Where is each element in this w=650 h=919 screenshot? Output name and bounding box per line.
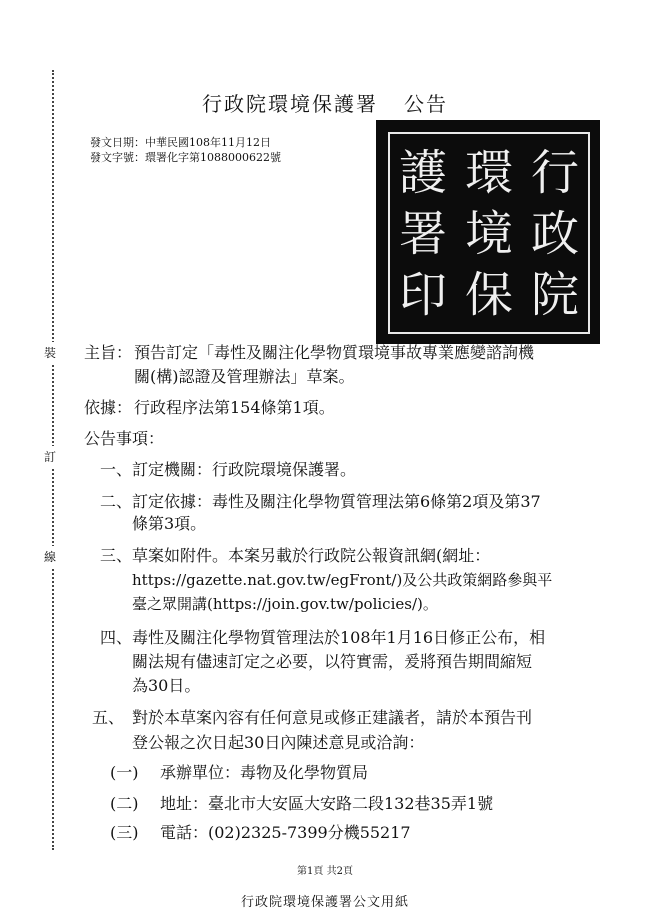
page-number: 第1頁 共2頁 xyxy=(297,866,353,877)
issue-date: 發文日期：中華民國108年11月12日 xyxy=(90,136,271,149)
seal-char: 境 xyxy=(464,205,513,262)
seal-char: 印 xyxy=(398,267,447,324)
item-line: 毒性及關注化學物質管理法於108年1月16日修正公布，相 xyxy=(132,628,546,647)
binding-mark-xian: 線 xyxy=(44,546,56,567)
item-line: https://gazette.nat.gov.tw/egFront/)及公共政策網路參與平 xyxy=(132,571,553,589)
seal-char: 政 xyxy=(530,205,579,262)
item-line: 臺之眾開講(https://join.gov.tw/policies/)。 xyxy=(132,595,438,613)
item-marker: 一、 xyxy=(100,460,133,479)
item-line: 草案如附件。本案另載於行政院公報資訊網(網址： xyxy=(132,546,491,565)
seal-column-2 xyxy=(458,142,520,326)
item-line: 登公報之次日起30日內陳述意見或洽詢： xyxy=(132,733,425,752)
document-type: 公告 xyxy=(404,92,448,116)
contact-marker: (一) xyxy=(110,763,139,782)
item-marker: 三、 xyxy=(100,546,133,565)
basis-text: 行政程序法第154條第1項。 xyxy=(134,398,335,417)
contact-address: 地址：臺北市大安區大安路二段132巷35弄1號 xyxy=(160,794,494,813)
item-marker: 四、 xyxy=(100,628,133,647)
seal-border xyxy=(388,132,590,334)
subject-label: 主旨： xyxy=(84,343,133,362)
subject-line-1: 預告訂定「毒性及關注化學物質環境事故專業應變諮詢機 xyxy=(134,343,535,362)
contact-marker: (三) xyxy=(110,823,139,842)
item-line: 對於本草案內容有任何意見或修正建議者，請於本預告刊 xyxy=(132,708,533,727)
seal-char: 保 xyxy=(464,267,513,324)
item-line: 訂定機關：行政院環境保護署。 xyxy=(132,460,357,479)
official-seal xyxy=(376,120,600,344)
seal-column-3 xyxy=(392,142,454,326)
subject-line-2: 關(構)認證及管理辦法」草案。 xyxy=(134,367,355,386)
item-line: 關法規有儘速訂定之必要，以符實需，爰將預告期間縮短 xyxy=(132,652,533,671)
binding-mark-ding: 訂 xyxy=(44,446,56,467)
seal-column-1 xyxy=(524,142,586,326)
item-line: 條第3項。 xyxy=(132,514,207,533)
item-marker: 二、 xyxy=(100,492,133,511)
item-line: 為30日。 xyxy=(132,676,201,695)
binding-mark-zhuang: 裝 xyxy=(44,342,56,363)
contact-phone: 電話：(02)2325-7399分機55217 xyxy=(160,823,411,842)
seal-char: 環 xyxy=(464,144,513,201)
seal-char: 署 xyxy=(398,205,447,262)
seal-char: 護 xyxy=(398,144,447,201)
item-line: 訂定依據：毒性及關注化學物質管理法第6條第2項及第37 xyxy=(132,492,541,511)
contact-unit: 承辦單位：毒物及化學物質局 xyxy=(160,763,369,782)
document-number: 發文字號：環署化字第1088000622號 xyxy=(90,151,281,164)
seal-char: 行 xyxy=(530,144,579,201)
page-title xyxy=(0,88,650,117)
agency-name: 行政院環境保護署 xyxy=(202,92,378,116)
paper-label: 行政院環境保護署公文用紙 xyxy=(240,895,409,910)
contact-marker: (二) xyxy=(110,794,139,813)
basis-label: 依據： xyxy=(84,398,133,417)
notice-heading: 公告事項： xyxy=(84,429,165,448)
seal-char: 院 xyxy=(530,267,579,324)
item-marker: 五、 xyxy=(92,708,125,727)
